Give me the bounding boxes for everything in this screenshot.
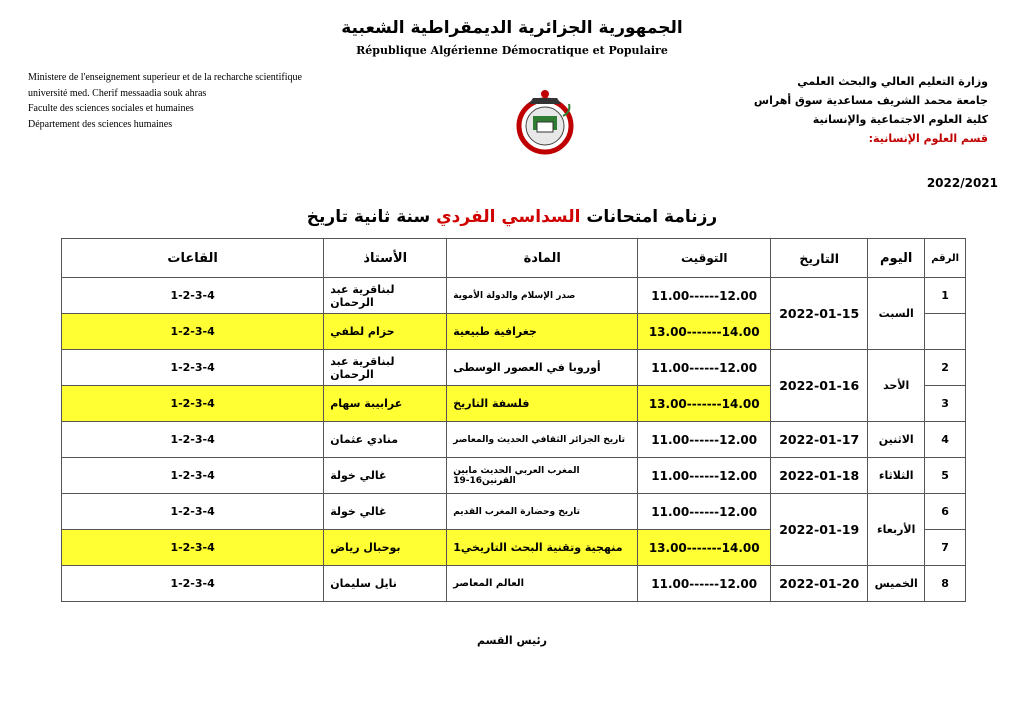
time-cell: 13.00-------14.00 (638, 314, 771, 350)
day-cell: الأربعاء (868, 494, 925, 566)
schedule-title-part1: رزنامة امتحانات (586, 207, 718, 227)
date-cell: 2022-01-17 (771, 422, 868, 458)
professor-cell: منادي عثمان (324, 422, 447, 458)
subject-cell: أوروبا في العصور الوسطى (447, 350, 638, 386)
day-cell: الخميس (868, 566, 925, 602)
number-cell: 2 (925, 350, 966, 386)
header-number: الرقم (925, 239, 966, 278)
header-time: التوقيت (638, 239, 771, 278)
day-cell: الأحد (868, 350, 925, 422)
number-cell: 1 (925, 278, 966, 314)
rooms-cell: 1-2-3-4 (62, 494, 324, 530)
professor-cell: نايل سليمان (324, 566, 447, 602)
header-professor: الأستاذ (324, 239, 447, 278)
rooms-cell: 1-2-3-4 (62, 350, 324, 386)
header-day: اليوم (868, 239, 925, 278)
rooms-cell: 1-2-3-4 (62, 314, 324, 350)
day-cell: الاثنين (868, 422, 925, 458)
number-cell: 8 (925, 566, 966, 602)
header-rooms: القاعات (62, 239, 324, 278)
time-cell: 11.00------12.00 (638, 278, 771, 314)
subject-cell: تاريخ الجزائر الثقافي الحديث والمعاصر (447, 422, 638, 458)
professor-cell: عرابيبة سهام (324, 386, 447, 422)
number-cell: 3 (925, 386, 966, 422)
institution-block-arabic (754, 72, 988, 148)
subject-cell: جغرافية طبيعية (447, 314, 638, 350)
republic-title-french: République Algérienne Démocratique et Populaire (356, 44, 668, 57)
subject-cell: صدر الإسلام والدولة الأموية (447, 278, 638, 314)
date-cell: 2022-01-18 (771, 458, 868, 494)
professor-cell: غالي خولة (324, 458, 447, 494)
header-date: التاريخ (771, 239, 868, 278)
date-cell: 2022-01-20 (771, 566, 868, 602)
time-cell: 11.00------12.00 (638, 350, 771, 386)
table-header-row (62, 239, 966, 278)
professor-cell: حزام لطفي (324, 314, 447, 350)
table-row (62, 458, 966, 494)
time-cell: 13.00-------14.00 (638, 530, 771, 566)
table-row (62, 350, 966, 386)
rooms-cell: 1-2-3-4 (62, 458, 324, 494)
republic-title-arabic: الجمهورية الجزائرية الديمقراطية الشعبية (341, 18, 683, 38)
number-cell: 4 (925, 422, 966, 458)
time-cell: 11.00------12.00 (638, 422, 771, 458)
university-line: université med. Cherif messaadia souk ahras (28, 87, 207, 99)
schedule-title-part2: السداسي الفردي (436, 207, 581, 227)
table-row (62, 566, 966, 602)
day-cell: الثلاثاء (868, 458, 925, 494)
professor-cell: غالي خولة (324, 494, 447, 530)
time-cell: 11.00------12.00 (638, 566, 771, 602)
date-cell: 2022-01-16 (771, 350, 868, 422)
institution-block-french (28, 70, 302, 132)
professor-cell: بوحبال رياض (324, 530, 447, 566)
schedule-title (0, 207, 1024, 227)
rooms-cell: 1-2-3-4 (62, 278, 324, 314)
date-cell: 2022-01-15 (771, 278, 868, 350)
table-row (62, 422, 966, 458)
academic-year: 2022/2021 (926, 176, 998, 190)
number-cell: 7 (925, 530, 966, 566)
ministry-line-ar: وزارة التعليم العالي والبحث العلمي (797, 75, 988, 88)
department-head-signature-label: رئيس القسم (477, 634, 547, 647)
exam-schedule-table (61, 238, 966, 602)
subject-cell: منهجية وتقنية البحث التاريخي1 (447, 530, 638, 566)
schedule-title-part3: سنة ثانية تاريخ (306, 207, 431, 227)
faculty-line-ar: كلية العلوم الاجتماعية والإنسانية (812, 113, 988, 126)
time-cell: 11.00------12.00 (638, 494, 771, 530)
professor-cell: لبناقرية عبد الرحمان (324, 278, 447, 314)
time-cell: 11.00------12.00 (638, 458, 771, 494)
number-cell: 5 (925, 458, 966, 494)
subject-cell: فلسفة التاريخ (447, 386, 638, 422)
ministry-line: Ministere de l'enseignement superieur et de la recharche scientifique (28, 72, 302, 83)
subject-cell: المغرب العربي الحديث مابين القرنين16-19 (447, 458, 638, 494)
rooms-cell: 1-2-3-4 (62, 530, 324, 566)
university-seal-icon (515, 86, 575, 156)
header-subject: المادة (447, 239, 638, 278)
faculty-line: Faculte des sciences sociales et humaines (28, 103, 194, 114)
subject-cell: تاريخ وحضارة المغرب القديم (447, 494, 638, 530)
day-cell: السبت (868, 278, 925, 350)
number-cell (925, 314, 966, 350)
date-cell: 2022-01-19 (771, 494, 868, 566)
department-line: Département des sciences humaines (28, 118, 173, 130)
time-cell: 13.00-------14.00 (638, 386, 771, 422)
table-row (62, 494, 966, 530)
university-line-ar: جامعة محمد الشريف مساعدية سوق أهراس (753, 94, 988, 107)
subject-cell: العالم المعاصر (447, 566, 638, 602)
number-cell: 6 (925, 494, 966, 530)
professor-cell: لبناقرية عبد الرحمان (324, 350, 447, 386)
rooms-cell: 1-2-3-4 (62, 566, 324, 602)
rooms-cell: 1-2-3-4 (62, 386, 324, 422)
rooms-cell: 1-2-3-4 (62, 422, 324, 458)
department-line-ar: قسم العلوم الإنسانية: (868, 132, 988, 145)
table-row (62, 278, 966, 314)
